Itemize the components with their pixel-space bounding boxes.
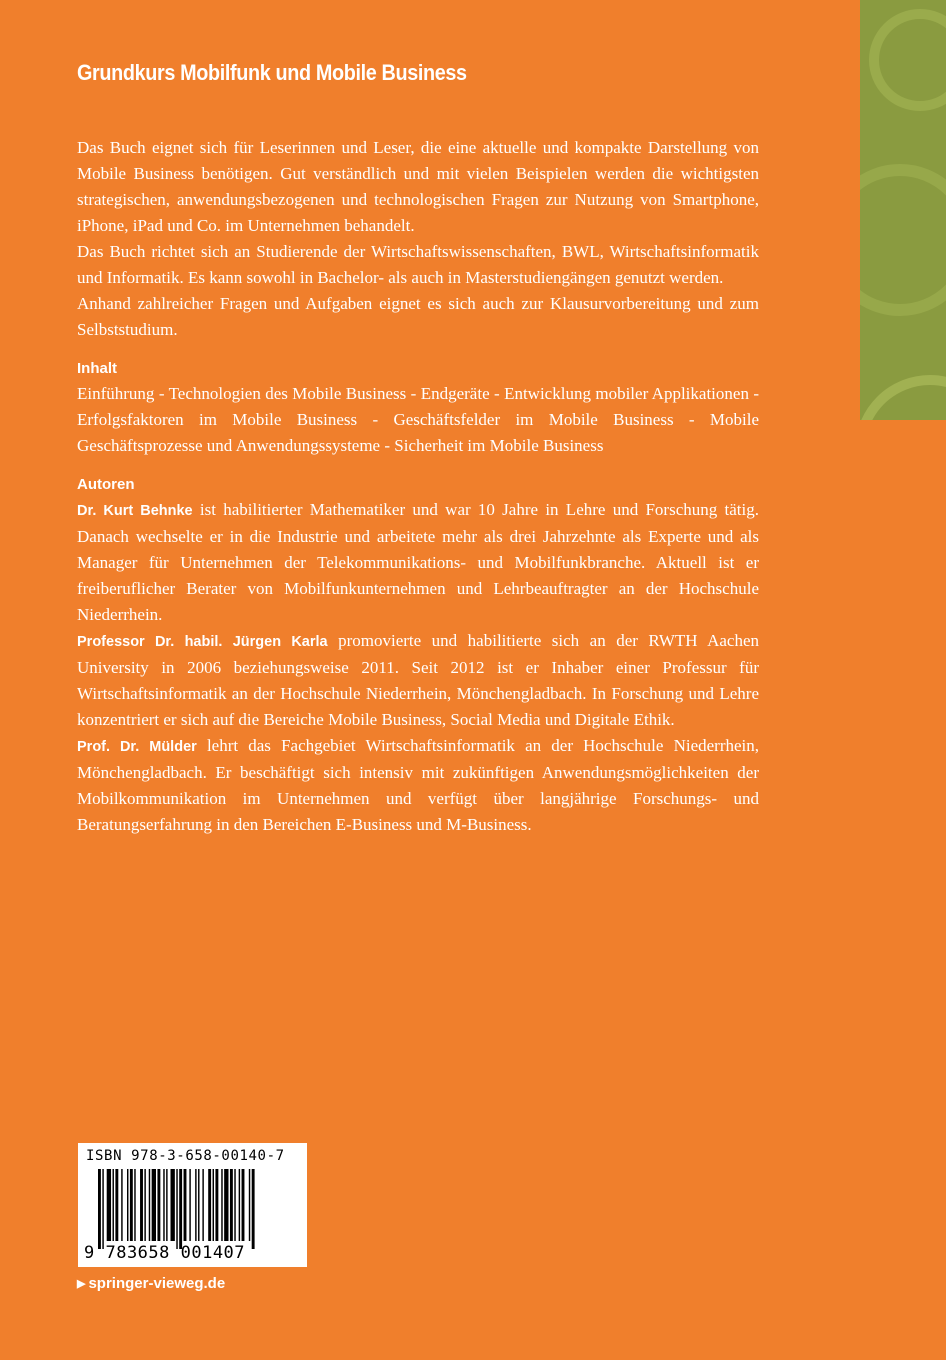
autoren-section xyxy=(77,473,759,838)
barcode-bar xyxy=(224,1169,228,1241)
barcode-bar xyxy=(234,1169,235,1241)
barcode-bar xyxy=(113,1169,114,1241)
isbn-barcode-box xyxy=(78,1143,307,1267)
author-bio xyxy=(77,628,759,733)
barcode-bar xyxy=(144,1169,145,1241)
barcode-bar xyxy=(221,1169,222,1241)
barcode-bar xyxy=(239,1169,240,1241)
barcode-bar xyxy=(149,1169,150,1241)
barcode-bar xyxy=(215,1169,218,1241)
inhalt-text: Einführung - Technologien des Mobile Business - Endgeräte - Entwicklung mobiler Applikationen - Erfolgsfaktoren im Mobile Business - Geschäftsfelder im Mobile Business - Mobile Geschäftsprozesse und Anwendungssysteme - Sicherheit im Mobile Business xyxy=(77,384,759,455)
book-title: Grundkurs Mobilfunk und Mobile Business xyxy=(77,60,467,85)
barcode-bar xyxy=(198,1169,199,1241)
publisher-website[interactable] xyxy=(77,1275,225,1292)
author-name: Professor Dr. habil. Jürgen Karla xyxy=(77,634,328,650)
barcode-bar xyxy=(140,1169,143,1241)
barcode-bar xyxy=(107,1169,111,1241)
author-bio xyxy=(77,497,759,628)
arrow-right-icon: ▶ xyxy=(77,1278,86,1290)
barcode-bar xyxy=(242,1169,245,1241)
back-cover-text xyxy=(77,135,759,838)
barcode-bar xyxy=(213,1169,214,1241)
barcode-bar xyxy=(152,1169,156,1241)
barcode-bar xyxy=(115,1169,118,1241)
author-name: Prof. Dr. Mülder xyxy=(77,739,197,755)
description-paragraph: Das Buch eignet sich für Leserinnen und Leser, die eine aktuelle und kompakte Darstellung von Mobile Business benötigen. Gut verständlich und mit vielen Beispielen werden die wichtigsten strategischen, anwendungsbezogenen und technologischen Fragen zur Nutzung von Smartphone, iPhone, iPad und Co. im Unternehmen behandelt. xyxy=(77,138,759,235)
barcode-bar xyxy=(171,1169,175,1241)
author-bio-text: lehrt das Fachgebiet Wirtschaftsinformatik an der Hochschule Niederrhein, Mönchengladbach. Er beschäftigt sich intensiv mit zukünftigen Anwendungsmöglichkeiten der Mobilkommunikation im Unternehmen und verfügt über langjährige Forschungs- und Beratungserfahrung in den Bereichen E-Business und M-Business. xyxy=(77,736,759,834)
decorative-circles-graphic xyxy=(860,0,946,420)
barcode-bar xyxy=(202,1169,203,1241)
barcode-bar xyxy=(134,1169,135,1241)
barcode-bar xyxy=(98,1169,101,1249)
barcode-bar xyxy=(166,1169,167,1241)
inhalt-section xyxy=(77,357,759,459)
barcode-bar xyxy=(189,1169,190,1241)
author-name: Dr. Kurt Behnke xyxy=(77,503,193,519)
isbn-number: ISBN 978-3-658-00140-7 xyxy=(86,1148,285,1164)
barcode-bar xyxy=(163,1169,164,1241)
barcode-bar xyxy=(195,1169,196,1241)
website-label: springer-vieweg.de xyxy=(88,1275,226,1292)
barcode-bar xyxy=(157,1169,160,1241)
barcode-bar xyxy=(179,1169,182,1249)
barcode-bar xyxy=(176,1169,177,1249)
barcode-bar xyxy=(230,1169,233,1241)
barcode-bar xyxy=(121,1169,122,1241)
description-paragraph: Anhand zahlreicher Fragen und Aufgaben eignet es sich auch zur Klausurvorbereitung und zum Selbststudium. xyxy=(77,294,759,339)
description-paragraph: Das Buch richtet sich an Studierende der Wirtschaftswissenschaften, BWL, Wirtschaftsinformatik und Informatik. Es kann sowohl in Bachelor- als auch in Masterstudiengängen genutzt werden. xyxy=(77,242,759,287)
ean-digits: 9 783658 001407 xyxy=(84,1243,246,1263)
barcode-bar xyxy=(184,1169,187,1241)
barcode-bar xyxy=(249,1169,250,1241)
author-bio xyxy=(77,733,759,838)
author-bio-text: ist habilitierter Mathematiker und war 10 Jahre in Lehre und Forschung tätig. Danach wechselte er in die Industrie und arbeitete mehr als drei Jahrzehnte als Experte und als Manager für Unternehmen der Telekommunikations- und Mobilfunkbranche. Aktuell ist er freiberuflicher Berater von Mobilfunkunternehmen und Lehrbeauftragter an der Hochschule Niederrhein. xyxy=(77,500,759,624)
autoren-heading: Autoren xyxy=(77,476,135,493)
barcode-bar xyxy=(252,1169,255,1249)
barcode-bar xyxy=(127,1169,128,1241)
barcode-bar xyxy=(130,1169,133,1241)
side-accent-strip xyxy=(860,0,946,420)
barcode-bar xyxy=(208,1169,211,1241)
inhalt-heading: Inhalt xyxy=(77,360,117,377)
author-bio-text: promovierte und habilitierte sich an der RWTH Aachen University in 2006 beziehungsweise 2011. Seit 2012 ist er Inhaber einer Professur für Wirtschaftsinformatik an der Hochschule Niederrhein, Mönchengladbach. In Forschung und Lehre konzentriert er sich auf die Bereiche Mobile Business, Social Media und Digitale Ethik. xyxy=(77,631,759,729)
barcode-bar xyxy=(102,1169,103,1249)
